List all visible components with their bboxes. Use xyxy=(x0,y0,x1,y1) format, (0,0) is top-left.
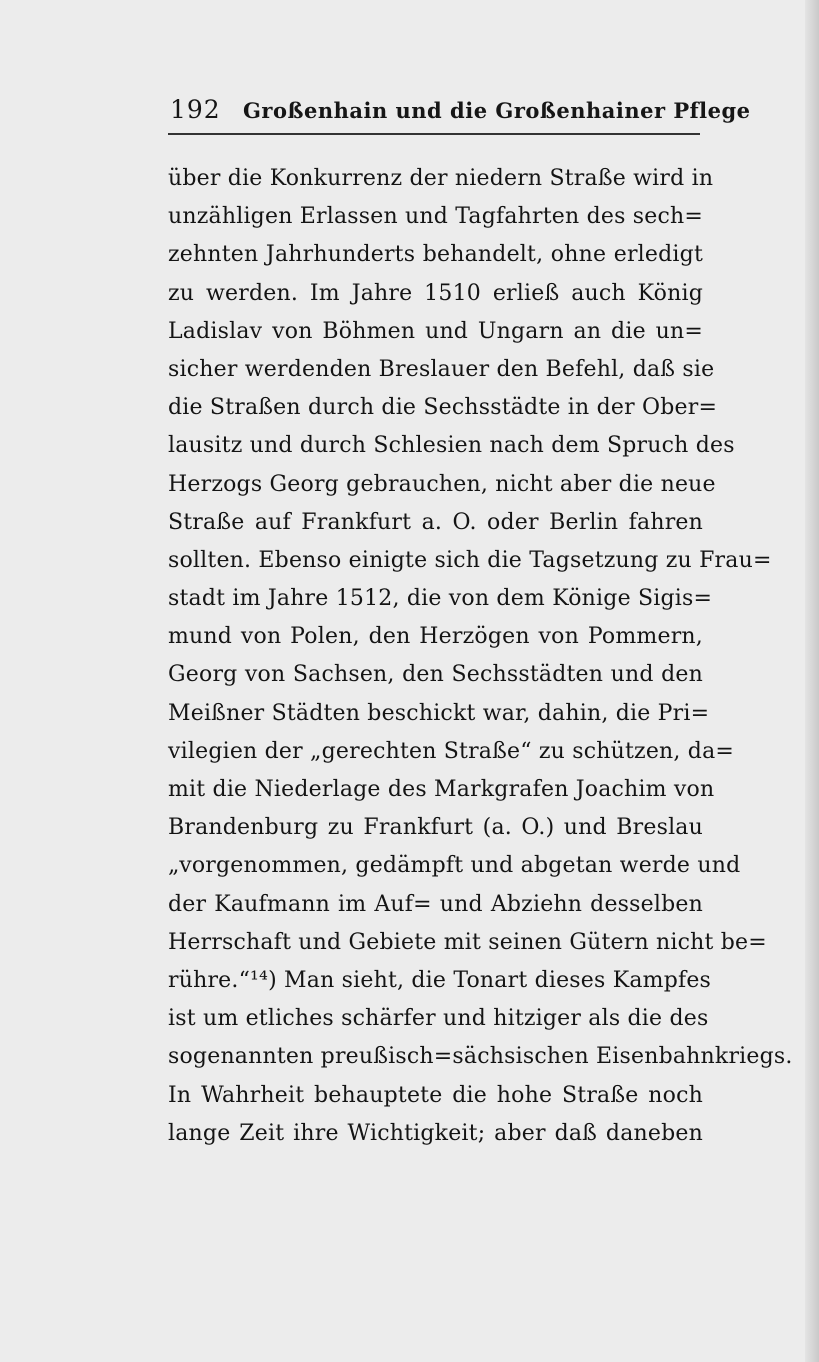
text-line: Brandenburg zu Frankfurt (a. O.) und Breslau xyxy=(168,815,703,841)
text-line: vilegien der „gerechten Straße“ zu schützen, da= xyxy=(168,738,735,764)
text-line: Herrschaft und Gebiete mit seinen Gütern nicht be= xyxy=(168,929,767,955)
text-line: lange Zeit ihre Wichtigkeit; aber daß daneben xyxy=(168,1120,703,1146)
text-line: Herzogs Georg gebrauchen, nicht aber die neue xyxy=(168,471,716,497)
text-line: unzähligen Erlassen und Tagfahrten des sech= xyxy=(168,204,704,230)
page-header xyxy=(170,92,751,132)
running-head: Großenhain und die Großenhainer Pflege xyxy=(243,98,751,123)
text-line: Meißner Städten beschickt war, dahin, die Pri= xyxy=(168,700,710,726)
text-line: Straße auf Frankfurt a. O. oder Berlin fahren xyxy=(168,509,703,535)
header-rule xyxy=(168,133,700,135)
text-line: der Kaufmann im Auf= und Abziehn desselben xyxy=(168,891,703,917)
text-line: stadt im Jahre 1512, die von dem Könige Sigis= xyxy=(168,586,713,612)
text-line: die Straßen durch die Sechsstädte in der Ober= xyxy=(168,395,718,421)
text-line: Georg von Sachsen, den Sechsstädten und den xyxy=(168,662,703,688)
page-edge-shadow xyxy=(805,0,819,1362)
text-line: mit die Niederlage des Markgrafen Joachim von xyxy=(168,777,715,802)
text-line: rühre.“¹⁴) Man sieht, die Tonart dieses Kampfes xyxy=(168,967,712,993)
text-line: über die Konkurrenz der niedern Straße wird in xyxy=(168,166,714,191)
text-line: Ladislav von Böhmen und Ungarn an die un= xyxy=(168,318,703,344)
text-line: sollten. Ebenso einigte sich die Tagsetzung zu Frau= xyxy=(168,547,772,573)
text-line: In Wahrheit behauptete die hohe Straße noch xyxy=(168,1082,703,1108)
text-line: zehnten Jahrhunderts behandelt, ohne erledigt xyxy=(168,242,703,268)
text-line: „vorgenommen, gedämpft und abgetan werde und xyxy=(168,853,741,879)
text-line: zu werden. Im Jahre 1510 erließ auch König xyxy=(168,280,703,306)
text-line: ist um etliches schärfer und hitziger als die des xyxy=(168,1006,709,1032)
text-line: sicher werdenden Breslauer den Befehl, daß sie xyxy=(168,356,715,382)
body-text xyxy=(168,160,793,1153)
text-line: lausitz und durch Schlesien nach dem Spruch des xyxy=(168,433,735,459)
page-number: 192 xyxy=(170,95,221,124)
text-line: mund von Polen, den Herzögen von Pommern, xyxy=(168,624,703,650)
text-line: sogenannten preußisch=sächsischen Eisenbahnkriegs. xyxy=(168,1044,793,1070)
